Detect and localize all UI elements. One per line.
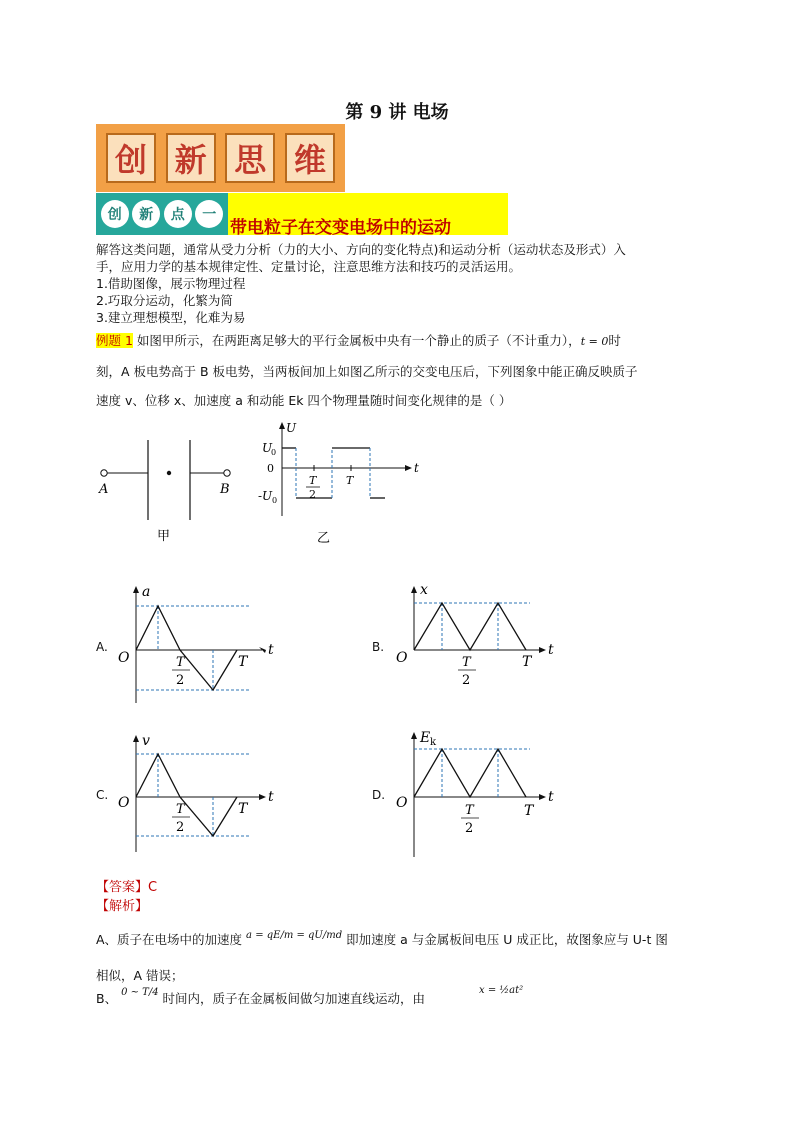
half-t-den: 2 (176, 820, 185, 835)
analysis-text: 时间内，质子在金属板间做匀加速直线运动，由 (162, 991, 426, 1006)
formula-a (246, 930, 342, 941)
graph-option-b (390, 578, 565, 688)
plate-a-label: A (99, 482, 109, 497)
plate-b-label: B (220, 482, 230, 497)
axis-t: t (268, 642, 274, 658)
t-tick: T (238, 801, 248, 817)
neg-u0-label: -U (258, 489, 273, 503)
tip-line: 3.建立理想模型，化难为易 (96, 310, 246, 325)
figure-jia (96, 430, 246, 550)
banner-char: 新 (166, 133, 216, 183)
page-title: 第 9 讲 电场 (345, 102, 449, 123)
analysis-a-line-2: 相似，A 错误； (96, 968, 184, 983)
example-label: 例题 1 (96, 333, 133, 348)
axis-v: v (142, 733, 150, 749)
half-t-den: 2 (462, 673, 471, 688)
t-tick: T (522, 654, 532, 670)
tip-line: 2.巧取分运动，化繁为简 (96, 293, 233, 308)
graph-option-c (112, 727, 287, 857)
badge-char: 点 (164, 200, 192, 228)
banner-char: 维 (285, 133, 335, 183)
example-line-1 (96, 332, 716, 350)
graph-option-a (112, 578, 287, 708)
analysis-text: A、质子在电场中的加速度 (96, 932, 243, 947)
badge-char: 一 (195, 200, 223, 228)
axis-t: t (414, 461, 419, 475)
t-tick: T (524, 803, 534, 819)
example-line-2: 刻，A 板电势高于 B 板电势，当两板间加上如图乙所示的交变电压后，下列图象中能正确反映质子 (96, 364, 638, 379)
axis-t: t (548, 642, 554, 658)
neg-u0-sub: 0 (272, 496, 278, 505)
t-tick: T (238, 654, 248, 670)
u0-sub: 0 (271, 448, 277, 457)
origin-label: O (396, 795, 408, 811)
t-zero: t = 0 (580, 335, 609, 348)
fig-yi-label: 乙 (317, 531, 331, 546)
half-t-num: T (176, 655, 185, 670)
axis-ek-sub: k (430, 737, 437, 748)
banner-char: 创 (106, 133, 156, 183)
half-t-num: T (309, 474, 317, 487)
tip-line: 1.借助图像，展示物理过程 (96, 276, 246, 291)
half-t-den: 2 (309, 488, 316, 501)
axis-t: t (548, 789, 554, 805)
axis-ek: E (420, 730, 431, 746)
intro-line: 手，应用力学的基本规律定性、定量讨论，注意思维方法和技巧的灵活运用。 (96, 259, 522, 274)
topic-badges (96, 193, 228, 235)
badge-char: 新 (132, 200, 160, 228)
analysis-heading: 【解析】 (96, 899, 149, 914)
option-c-label: C. (96, 788, 109, 802)
example-text: 时 (608, 333, 621, 348)
zero-label: 0 (267, 462, 274, 475)
origin-label: O (118, 795, 130, 811)
example-line-3: 速度 v、位移 x、加速度 a 和动能 Ek 四个物理量随时间变化规律的是（ ） (96, 393, 512, 408)
analysis-a-line (96, 930, 716, 949)
formula-range (121, 987, 159, 998)
formula-range-text: 0 ~ T/4 (121, 987, 159, 998)
banner-char: 思 (225, 133, 275, 183)
formula-a-text: a = qE/m = qU/md (246, 930, 343, 941)
formula-x (479, 985, 523, 996)
axis-a: a (142, 584, 151, 600)
analysis-text: B、 (96, 991, 118, 1006)
half-t-den: 2 (465, 821, 474, 836)
analysis-b-line (96, 985, 716, 1007)
graph-option-d (390, 722, 565, 862)
section-banner (96, 124, 345, 192)
formula-x-text: x = ½at² (479, 985, 524, 996)
half-t-num: T (465, 803, 474, 818)
analysis-text: 即加速度 a 与金属板间电压 U 成正比，故图象应与 U-t 图 (346, 932, 668, 947)
origin-label: O (118, 650, 130, 666)
fig-jia-label: 甲 (157, 529, 171, 544)
half-t-num: T (462, 655, 471, 670)
option-a-label: A. (96, 640, 108, 654)
answer-line: 【答案】C (96, 880, 158, 895)
option-d-label: D. (372, 788, 386, 802)
figure-yi (250, 418, 425, 548)
origin-label: O (396, 650, 408, 666)
half-t-den: 2 (176, 673, 185, 688)
topic-heading: 带电粒子在交变电场中的运动 (230, 218, 451, 238)
half-t-num: T (176, 802, 185, 817)
axis-x: x (420, 582, 428, 598)
badge-char: 创 (101, 200, 129, 228)
axis-t: t (268, 789, 274, 805)
option-b-label: B. (372, 640, 385, 654)
axis-u: U (286, 421, 297, 435)
example-text: 如图甲所示，在两距离足够大的平行金属板中央有一个静止的质子（不计重力）， (136, 333, 581, 348)
t-tick: T (346, 474, 354, 487)
u0-label: U (262, 441, 273, 455)
intro-line: 解答这类问题，通常从受力分析（力的大小、方向的变化特点)和运动分析（运动状态及形式）入 (96, 242, 626, 257)
